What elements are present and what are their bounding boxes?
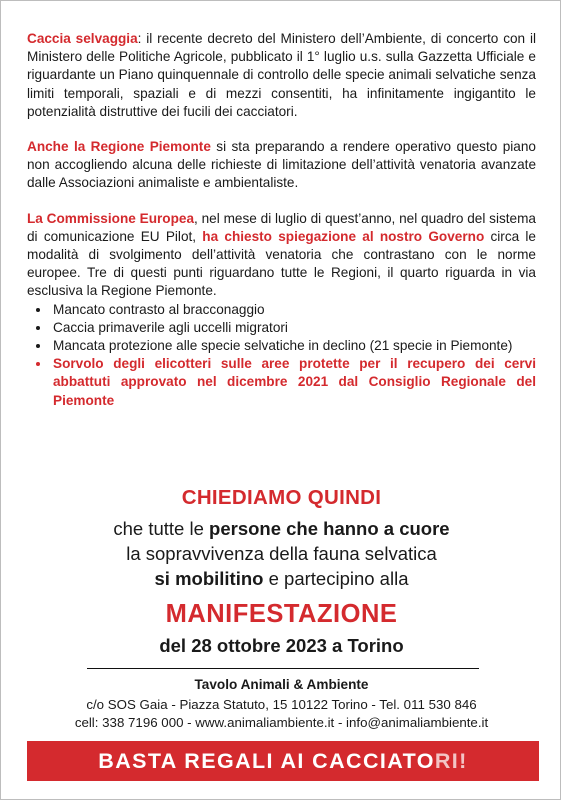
list-item-highlight: • Sorvolo degli elicotteri sulle aree protette per il recupero dei cervi abbattuti approvato nel dicembre 2021 dal Consiglio Regionale del Piemonte — [51, 355, 536, 410]
paragraph-caccia-selvaggia — [27, 30, 536, 121]
list-item: • Mancata protezione alle specie selvatiche in declino (21 specie in Piemonte) — [51, 337, 536, 355]
event-date: del 28 ottobre 2023 a Torino — [159, 635, 404, 656]
event-title: MANIFESTAZIONE — [165, 600, 398, 628]
appeal-line-3 — [1, 566, 562, 591]
footer — [1, 677, 562, 732]
appeal-block — [1, 486, 562, 657]
appeal-line-3-a: si mobilitino — [154, 568, 264, 589]
slogan-text-faded: RI! — [434, 749, 468, 773]
paragraph-2-text: si sta preparando a rendere operativo questo piano non accogliendo alcuna delle richieste di limitazione dell’attività venatoria avanzate dalle Associazioni animaliste e ambientaliste. — [27, 139, 536, 191]
lead-regione-piemonte: Anche la Regione Piemonte — [27, 139, 211, 155]
paragraph-3-highlight: ha chiesto spiegazione al nostro Governo — [202, 228, 485, 244]
list-item: • Caccia primaverile agli uccelli migratori — [51, 319, 536, 337]
appeal-line-2: la sopravvivenza della fauna selvatica — [126, 543, 437, 564]
paragraph-3-text-b: circa le modalità di svolgimento dell’attività venatoria che contrastano con le norme europee. Tre di questi punti riguardano tutte le Regioni, il quarto riguarda in via esclusiva la Regione Piemonte. — [27, 228, 536, 299]
appeal-line-1-b: persone che hanno a cuore — [209, 518, 450, 539]
paragraph-1-text: : il recente decreto del Ministero dell’Ambiente, di concerto con il Ministero delle Politiche Agricole, pubblicato il 1° luglio u.s. sulla Gazzetta Ufficiale e riguardante un Piano quinquennale di controllo delle specie animali selvatiche senza limiti temporali, spaziali e di mezzi consentiti, ha infinitamente ingigantito le potenzialità distruttive dei fucili dei cacciatori. — [27, 31, 536, 119]
organization-name: Tavolo Animali & Ambiente — [194, 677, 369, 692]
lead-caccia-selvaggia: Caccia selvaggia — [27, 31, 138, 46]
slogan-text: BASTA REGALI AI CACCIATO — [98, 749, 435, 773]
lead-commissione-europea: La Commissione Europea — [27, 210, 195, 226]
paragraph-3-text-a: , nel mese di luglio di quest’anno, nel quadro del sistema di comunicazione EU Pilot, — [27, 210, 536, 244]
appeal-line-3-b: e partecipino alla — [263, 568, 409, 589]
slogan-banner — [27, 741, 539, 781]
appeal-line-1-a: che tutte le — [113, 518, 210, 539]
points-list — [27, 301, 536, 410]
paragraph-commissione-europea — [27, 210, 536, 301]
contacts-line: cell: 338 7196 000 - www.animaliambiente.it - info@animaliambiente.it — [74, 715, 489, 730]
appeal-line-1 — [1, 516, 562, 541]
body-text — [27, 30, 536, 410]
address-line: c/o SOS Gaia - Piazza Statuto, 15 10122 Torino - Tel. 011 530 846 — [86, 697, 477, 712]
paragraph-regione-piemonte — [27, 138, 536, 193]
list-item: • Mancato contrasto al bracconaggio — [51, 301, 536, 319]
divider — [87, 668, 479, 669]
appeal-heading: CHIEDIAMO QUINDI — [181, 486, 382, 509]
